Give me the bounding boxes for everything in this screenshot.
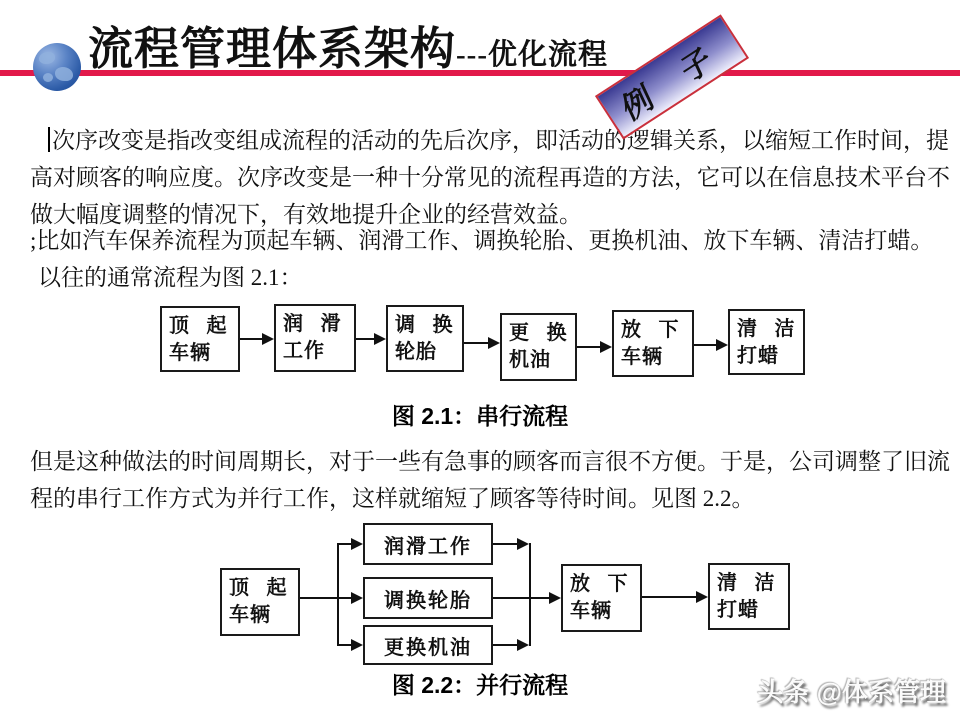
box-label: 清 洁 — [717, 572, 781, 594]
connector-line — [577, 346, 600, 348]
arrowhead-icon — [351, 592, 363, 604]
watermark-text: 头条 @体系管理 — [757, 677, 946, 707]
connector-line — [642, 596, 696, 598]
connector-line — [694, 344, 716, 346]
arrowhead-icon — [696, 591, 708, 603]
paragraph-text: 次序改变是指改变组成流程的活动的先后次序，即活动的逻辑关系，以缩短工作时间，提 — [52, 128, 949, 153]
flow2-box-rotate-tires — [363, 577, 493, 619]
connector-line — [529, 543, 531, 646]
paragraph-text: ;比如汽车保养流程为顶起车辆、润滑工作、调换轮胎、更换机油、放下车辆、清洁打蜡。 — [30, 228, 934, 253]
figure1-caption: 图 2.1：串行流程 — [391, 403, 569, 429]
flow1-box-rotate-tires — [386, 305, 464, 372]
globe-continent-shape — [55, 67, 73, 81]
paragraph-1 — [30, 122, 954, 233]
paragraph-line — [30, 480, 954, 517]
paragraph-line — [30, 259, 954, 296]
paragraph-line — [30, 222, 954, 259]
connector-line — [337, 597, 351, 599]
paragraph-2 — [30, 222, 954, 296]
box-label: 顶 起 — [229, 577, 293, 599]
paragraph-line — [30, 122, 954, 159]
flow1-box-lubricate — [274, 304, 356, 372]
arrowhead-icon — [549, 592, 561, 604]
flow1-box-clean-wax — [728, 309, 805, 375]
box-label: 润 滑 — [283, 313, 347, 335]
box-label: 更换机油 — [384, 636, 472, 659]
box-label: 车辆 — [570, 600, 612, 622]
flow1-box-jack-up — [160, 306, 240, 372]
arrowhead-icon — [716, 339, 728, 351]
paragraph-text: 做大幅度调整的情况下，有效地提升企业的经营效益。 — [30, 202, 582, 227]
arrowhead-icon — [488, 337, 500, 349]
connector-line — [300, 597, 337, 599]
paragraph-line — [30, 443, 954, 480]
box-label: 更 换 — [509, 322, 573, 344]
box-label: 车辆 — [169, 342, 211, 364]
figure2-caption: 图 2.2：并行流程 — [391, 672, 569, 698]
example-badge — [595, 14, 749, 139]
connector-line — [240, 338, 262, 340]
box-label: 机油 — [509, 349, 551, 371]
page-title — [88, 12, 608, 77]
box-label: 润滑工作 — [384, 535, 472, 558]
paragraph-text: 高对顾客的响应度。次序改变是一种十分常见的流程再造的方法，它可以在信息技术平台不 — [30, 165, 950, 190]
paragraph-text: 但是这种做法的时间周期长，对于一些有急事的顾客而言很不方便。于是，公司调整了旧流 — [30, 449, 950, 474]
box-label: 顶 起 — [169, 315, 233, 337]
flow2-box-lubricate — [363, 523, 493, 565]
box-label: 车辆 — [621, 346, 663, 368]
flow2-box-lower-car — [561, 564, 642, 632]
arrowhead-icon — [351, 639, 363, 651]
box-label: 清 洁 — [737, 318, 801, 340]
box-label: 放 下 — [621, 319, 685, 341]
connector-line — [337, 644, 351, 646]
connector-line — [493, 644, 517, 646]
connector-line — [356, 338, 374, 340]
paragraph-3 — [30, 443, 954, 517]
flow2-box-jack-up — [220, 568, 300, 636]
box-label: 车辆 — [229, 604, 271, 626]
globe-continent-shape — [43, 73, 53, 82]
connector-line — [337, 543, 339, 646]
connector-line — [337, 543, 351, 545]
box-label: 调 换 — [395, 314, 459, 336]
arrowhead-icon — [374, 333, 386, 345]
arrowhead-icon — [262, 333, 274, 345]
paragraph-text: 程的串行工作方式为并行工作，这样就缩短了顾客等待时间。见图 2.2。 — [30, 486, 755, 511]
box-label: 放 下 — [570, 573, 634, 595]
box-label: 调换轮胎 — [384, 589, 472, 612]
title-suffix-text: ---优化流程 — [456, 39, 608, 71]
connector-line — [464, 342, 488, 344]
globe-icon — [33, 43, 81, 91]
flow2-box-clean-wax — [708, 563, 790, 630]
box-label: 打蜡 — [737, 345, 779, 367]
globe-continent-shape — [39, 52, 55, 64]
flow2-box-change-oil — [363, 625, 493, 665]
box-label: 工作 — [283, 340, 325, 362]
paragraph-line — [30, 159, 954, 196]
flow1-box-change-oil — [500, 313, 577, 381]
title-text: 流程管理体系架构 — [88, 24, 457, 74]
arrowhead-icon — [600, 341, 612, 353]
flow1-box-lower-car — [612, 310, 694, 377]
arrowhead-icon — [351, 538, 363, 550]
connector-line — [493, 543, 517, 545]
example-badge-label: 例 子 — [617, 32, 730, 128]
arrowhead-icon — [517, 639, 529, 651]
connector-line — [493, 597, 549, 599]
box-label: 打蜡 — [717, 599, 759, 621]
box-label: 轮胎 — [395, 341, 437, 363]
text-caret — [48, 127, 50, 152]
arrowhead-icon — [517, 538, 529, 550]
paragraph-text: 以往的通常流程为图 2.1： — [38, 265, 303, 290]
